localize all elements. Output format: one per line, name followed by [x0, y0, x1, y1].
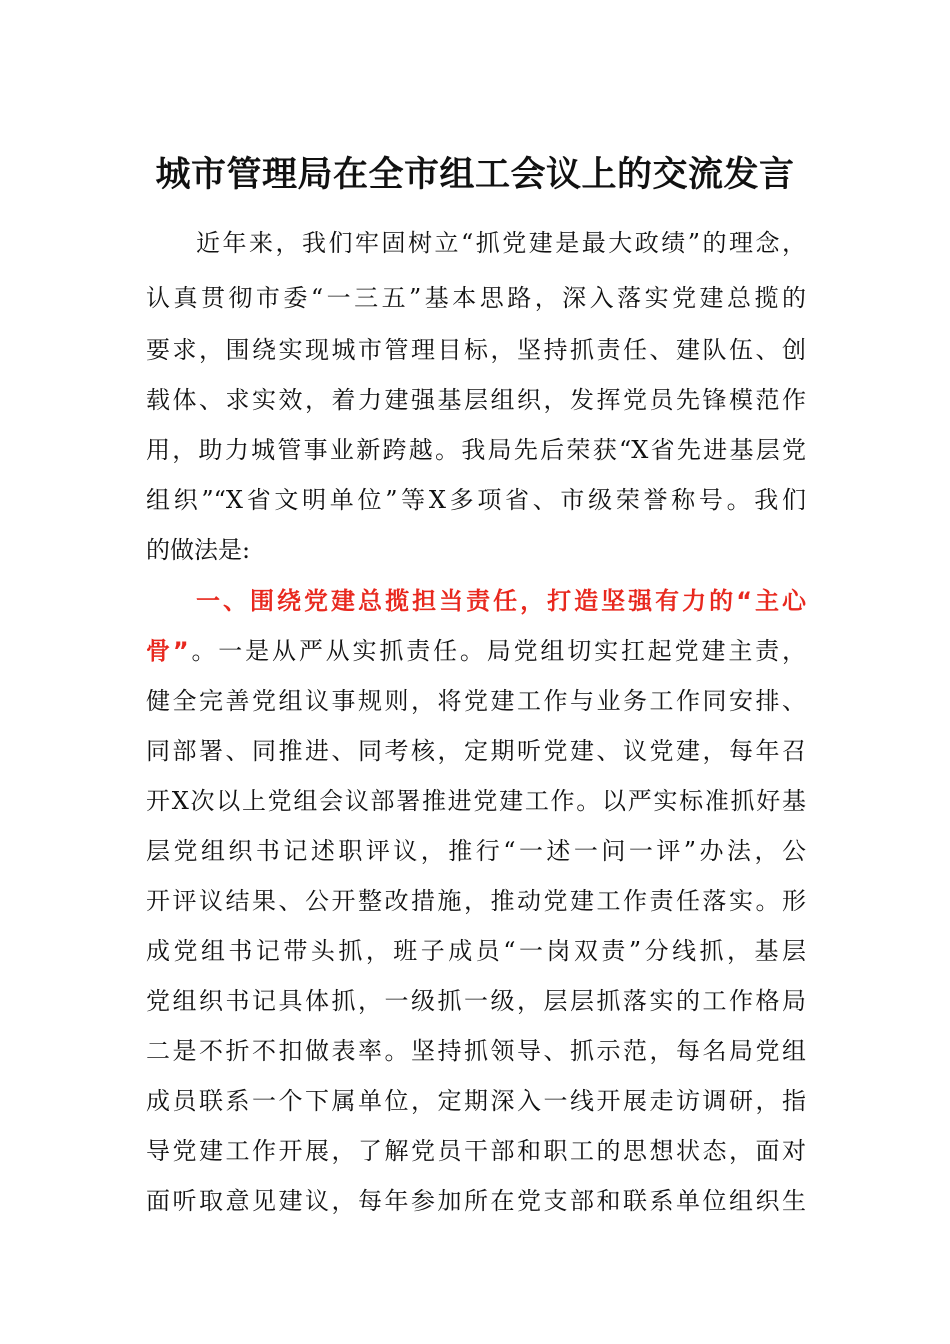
paragraph-line: 成员联系一个下属单位，定期深入一线开展走访调研，指: [146, 1087, 806, 1115]
paragraph-line: 认真贯彻市委“一三五”基本思路，深入落实党建总揽的: [146, 284, 806, 312]
section-heading: 一、围绕党建总揽担当责任，打造坚强有力的“主心: [196, 587, 806, 615]
paragraph-line-text: 。一是从严从实抓责任。局党组切实扛起党建主责，: [188, 637, 806, 665]
paragraph-line: 要求，围绕实现城市管理目标，坚持抓责任、建队伍、创: [146, 336, 806, 364]
paragraph-line: 党组织书记具体抓，一级抓一级，层层抓落实的工作格局: [146, 987, 806, 1015]
paragraph-line: 开评议结果、公开整改措施，推动党建工作责任落实。形: [146, 887, 806, 915]
paragraph-line: 用，助力城管事业新跨越。我局先后荣获“X省先进基层党: [146, 436, 806, 464]
document-title: 城市管理局在全市组工会议上的交流发言: [155, 155, 795, 195]
paragraph-line: 二是不折不扣做表率。坚持抓领导、抓示范，每名局党组: [146, 1037, 806, 1065]
paragraph-line: [146, 626, 806, 676]
paragraph-line: 导党建工作开展，了解党员干部和职工的思想状态，面对: [146, 1137, 806, 1165]
paragraph-line: 层党组织书记述职评议，推行“一述一问一评”办法，公: [146, 837, 806, 865]
paragraph-line: 载体、求实效，着力建强基层组织，发挥党员先锋模范作: [146, 386, 806, 414]
paragraph-line: 健全完善党组议事规则，将党建工作与业务工作同安排、: [146, 687, 806, 715]
paragraph-line: 同部署、同推进、同考核，定期听党建、议党建，每年召: [146, 737, 806, 765]
paragraph-line: 的做法是:: [146, 536, 251, 564]
paragraph-line: 组织”“X省文明单位”等X多项省、市级荣誉称号。我们: [146, 486, 806, 514]
section-heading-end: 骨”: [146, 637, 189, 665]
paragraph-line: 开X次以上党组会议部署推进党建工作。以严实标准抓好基: [146, 787, 806, 815]
paragraph-line: 面听取意见建议，每年参加所在党支部和联系单位组织生: [146, 1187, 806, 1215]
paragraph-line: 近年来，我们牢固树立“抓党建是最大政绩”的理念，: [196, 229, 806, 257]
paragraph-line: 成党组书记带头抓，班子成员“一岗双责”分线抓，基层: [146, 937, 806, 965]
